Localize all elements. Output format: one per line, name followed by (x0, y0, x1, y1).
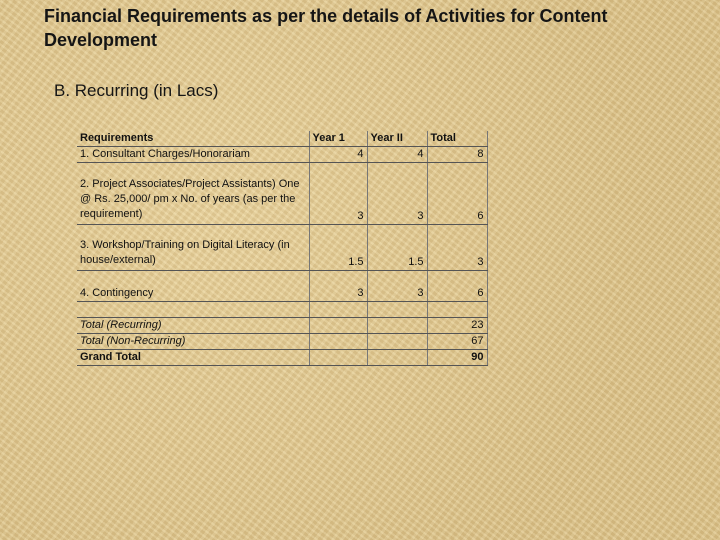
grand-total-value: 90 (427, 350, 487, 366)
section-subtitle: B. Recurring (in Lacs) (54, 81, 219, 100)
total-recurring-row (77, 318, 487, 334)
row-year1: 4 (309, 147, 367, 163)
row-item: 1. Consultant Charges/Honorariam (77, 147, 309, 163)
row-year2: 1.5 (367, 225, 427, 271)
row-year1: 3 (309, 271, 367, 302)
total-non-recurring-row (77, 334, 487, 350)
row-year2: 3 (367, 163, 427, 225)
row-year2: 4 (367, 147, 427, 163)
row-year1: 1.5 (309, 225, 367, 271)
grand-total-row (77, 350, 487, 366)
grand-total-label: Grand Total (77, 350, 309, 366)
table-row (77, 271, 487, 302)
row-item: 3. Workshop/Training on Digital Literacy (in house/external) (77, 225, 309, 271)
row-item: 4. Contingency (77, 271, 309, 302)
row-total: 3 (427, 225, 487, 271)
header-year2: Year II (367, 131, 427, 147)
spacer-row (77, 302, 487, 318)
table-row (77, 163, 487, 225)
table-row (77, 147, 487, 163)
table-header-row (77, 131, 487, 147)
header-total: Total (427, 131, 487, 147)
total-value: 67 (427, 334, 487, 350)
header-requirements: Requirements (77, 131, 309, 147)
total-value: 23 (427, 318, 487, 334)
row-total: 8 (427, 147, 487, 163)
table-row (77, 225, 487, 271)
page-title: Financial Requirements as per the details of Activities for Content Development (44, 6, 608, 50)
row-total: 6 (427, 163, 487, 225)
row-year2: 3 (367, 271, 427, 302)
row-total: 6 (427, 271, 487, 302)
row-year1: 3 (309, 163, 367, 225)
total-label: Total (Recurring) (77, 318, 309, 334)
total-label: Total (Non-Recurring) (77, 334, 309, 350)
header-year1: Year 1 (309, 131, 367, 147)
financial-requirements-table (77, 131, 488, 366)
row-item: 2. Project Associates/Project Assistants) One @ Rs. 25,000/ pm x No. of years (as per the requirement) (77, 163, 309, 225)
